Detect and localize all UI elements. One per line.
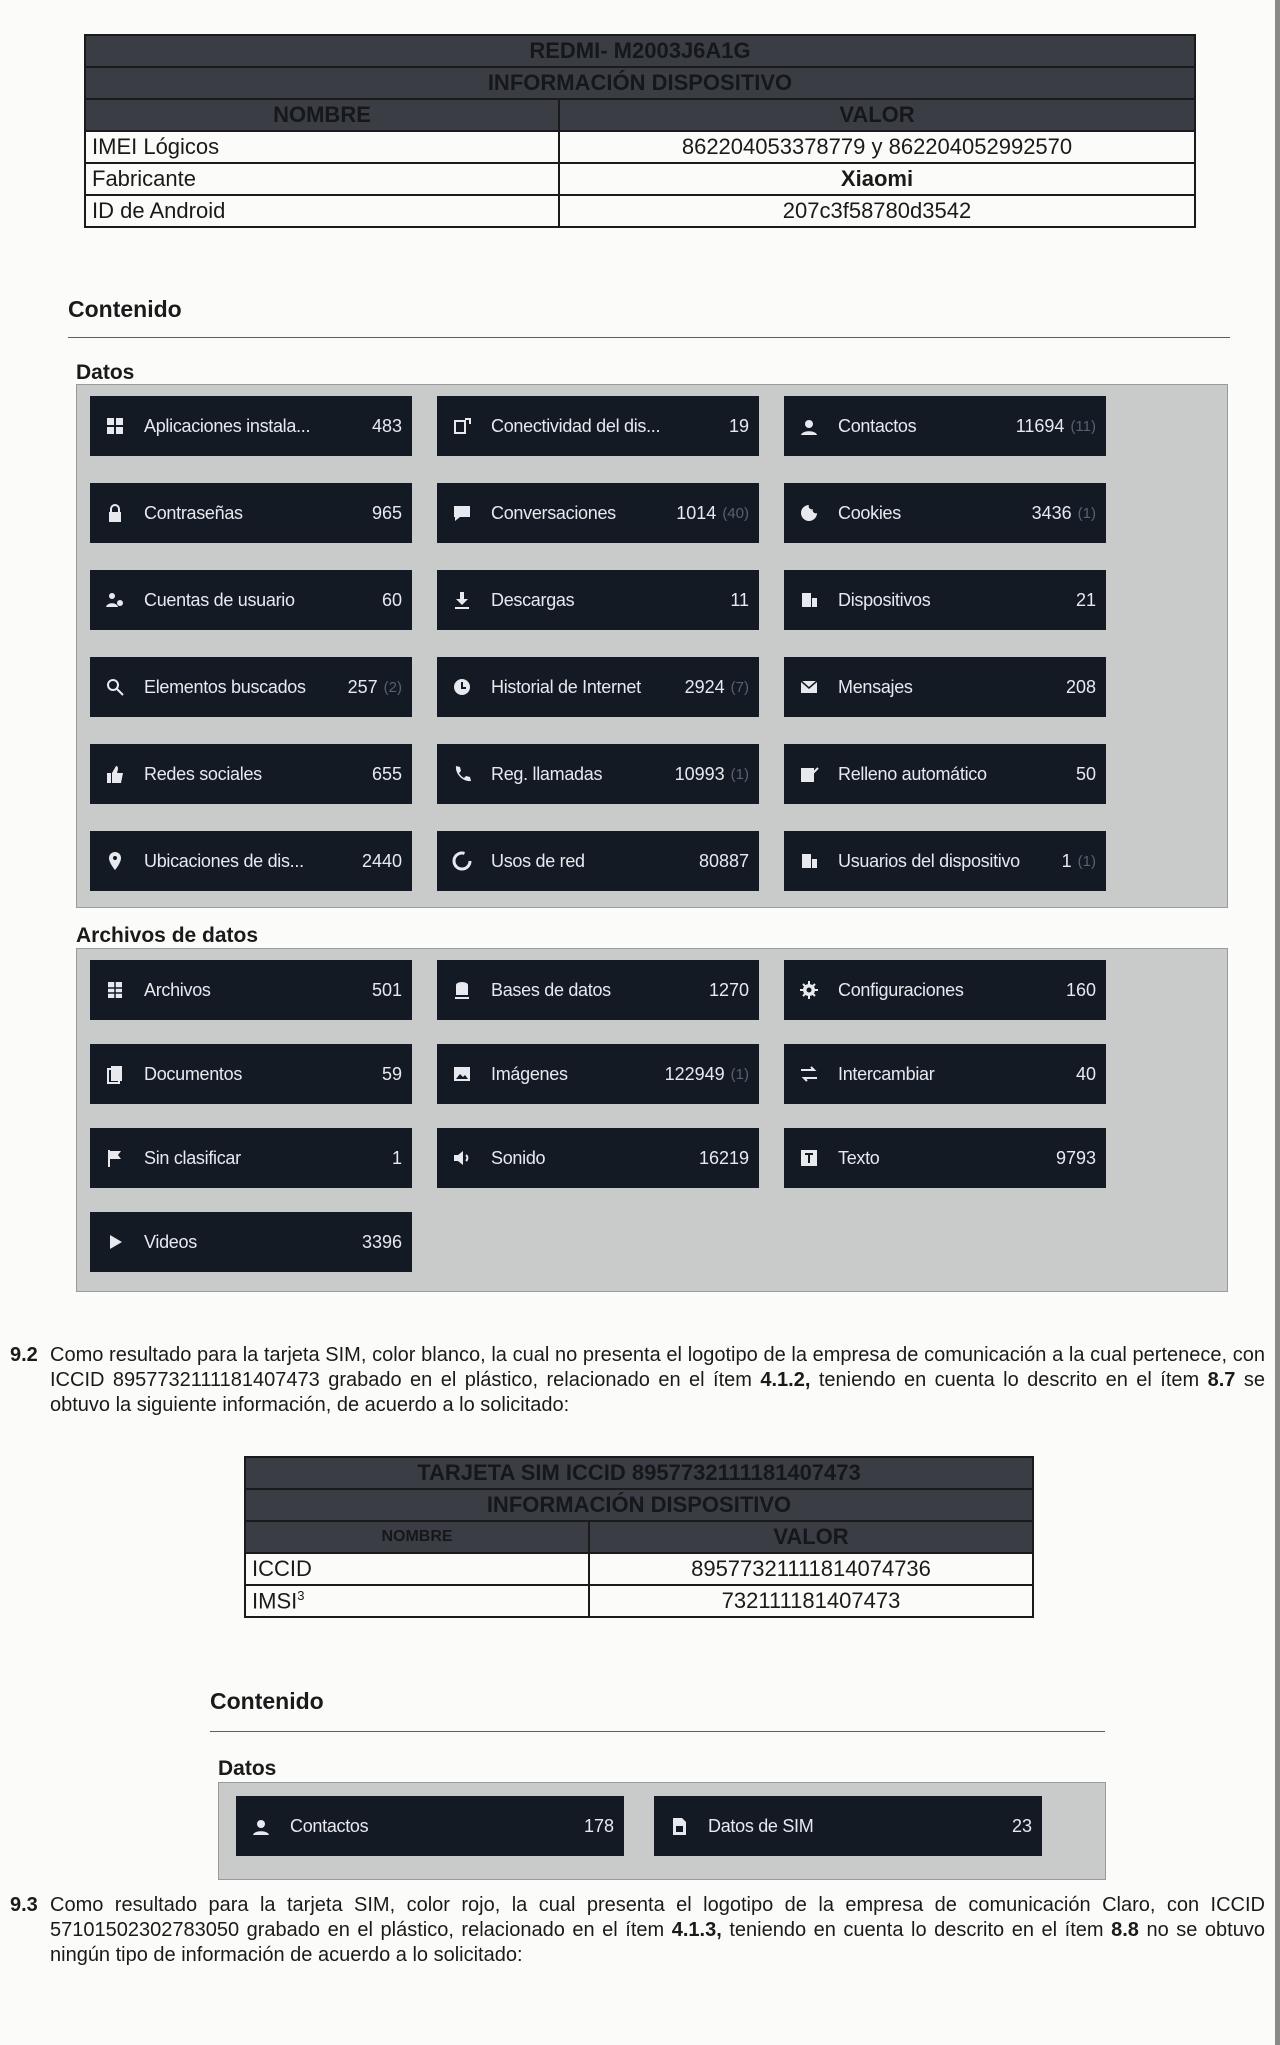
table-row — [245, 1553, 1033, 1585]
speaker-icon — [451, 1147, 473, 1169]
data-category-tile[interactable] — [784, 570, 1106, 630]
device-table-col-value: VALOR — [559, 99, 1195, 131]
data-category-tile[interactable] — [90, 570, 412, 630]
paragraph-text: Como resultado para la tarjeta SIM, color blanco, la cual no presenta el logotipo de la empresa de comunicación a la cual pertenece, con ICCID 8957732111181407473 grabado en el plástico, relacionado en el ítem — [50, 1344, 1265, 1391]
tile-label: Aplicaciones instala... — [144, 415, 311, 436]
paragraph-text: no se obtuvo ningún tipo de información de acuerdo a lo solicitado: — [50, 1919, 1265, 1966]
archivos-heading: Archivos de datos — [76, 924, 259, 947]
data-category-tile[interactable] — [784, 831, 1106, 891]
tile-label: Contactos — [290, 1815, 369, 1836]
data-category-tile[interactable] — [784, 960, 1106, 1020]
tile-label: Bases de datos — [491, 979, 611, 1000]
data-category-tile[interactable] — [90, 483, 412, 543]
data-category-tile[interactable] — [90, 960, 412, 1020]
tile-label: Conversaciones — [491, 502, 616, 523]
paragraph-text: teniendo en cuenta lo descrito en el ítem — [810, 1369, 1208, 1391]
tile-extra-count: (2) — [383, 678, 402, 696]
table-row — [85, 131, 1195, 163]
row-name — [245, 1585, 589, 1617]
tile-count: 1 — [1061, 850, 1072, 871]
sim-info-table — [244, 1456, 1034, 1618]
data-category-tile[interactable] — [437, 1044, 759, 1104]
contact-icon — [798, 415, 820, 437]
paragraph-9-2 — [10, 1343, 1265, 1418]
connectivity-icon — [451, 415, 473, 437]
tile-count: 501 — [371, 979, 402, 1000]
download-icon — [451, 589, 473, 611]
tile-count: 9793 — [1055, 1147, 1096, 1168]
tile-extra-count: (7) — [730, 678, 749, 696]
tile-count: 19 — [728, 415, 749, 436]
tile-label: Texto — [838, 1147, 880, 1168]
data-category-tile[interactable] — [437, 744, 759, 804]
tile-count: 2440 — [361, 850, 402, 871]
row-value: 89577321111814074736 — [589, 1553, 1033, 1585]
chat-icon — [451, 502, 473, 524]
tile-label: Videos — [144, 1231, 197, 1252]
apps-icon — [104, 415, 126, 437]
table-row — [245, 1585, 1033, 1617]
tile-count: 59 — [381, 1063, 402, 1084]
item-ref: 8.7 — [1207, 1369, 1236, 1391]
user-accounts-icon — [104, 589, 126, 611]
search-icon — [104, 676, 126, 698]
data-category-tile[interactable] — [90, 831, 412, 891]
tile-label: Redes sociales — [144, 763, 262, 784]
tile-count: 178 — [583, 1815, 614, 1836]
data-category-tile[interactable] — [90, 1212, 412, 1272]
tile-count: 16219 — [698, 1147, 749, 1168]
row-value: 732111181407473 — [589, 1585, 1033, 1617]
sim-contenido-heading: Contenido — [210, 1688, 324, 1714]
tile-count: 1 — [391, 1147, 402, 1168]
tile-extra-count: (1) — [730, 765, 749, 783]
flag-icon — [104, 1147, 126, 1169]
data-category-tile[interactable] — [236, 1796, 624, 1856]
network-usage-icon — [451, 850, 473, 872]
device-users-icon — [798, 850, 820, 872]
data-category-tile[interactable] — [437, 570, 759, 630]
contact-icon — [250, 1815, 272, 1837]
tile-label: Relleno automático — [838, 763, 987, 784]
files-icon — [104, 979, 126, 1001]
table-row — [85, 163, 1195, 195]
autofill-icon — [798, 763, 820, 785]
tile-extra-count: (1) — [1077, 852, 1096, 870]
data-category-tile[interactable] — [437, 960, 759, 1020]
tile-label: Descargas — [491, 589, 575, 610]
sim-datos-heading: Datos — [218, 1757, 277, 1780]
tile-label: Archivos — [144, 979, 211, 1000]
data-category-tile[interactable] — [90, 744, 412, 804]
table-row — [85, 195, 1195, 227]
cookie-icon — [798, 502, 820, 524]
tile-label: Cuentas de usuario — [144, 589, 295, 610]
mail-icon — [798, 676, 820, 698]
paragraph-text: se obtuvo la siguiente información, de acuerdo a lo solicitado: — [50, 1369, 1265, 1416]
tile-label: Sin clasificar — [144, 1147, 241, 1168]
tile-count: 655 — [371, 763, 402, 784]
tile-count: 965 — [371, 502, 402, 523]
tile-count: 2924 — [684, 676, 725, 697]
device-table-subtitle: INFORMACIÓN DISPOSITIVO — [85, 67, 1195, 99]
datos-heading: Datos — [76, 361, 135, 384]
data-category-tile[interactable] — [437, 657, 759, 717]
location-pin-icon — [104, 850, 126, 872]
row-name: Fabricante — [85, 163, 559, 195]
tile-label: Usuarios del dispositivo — [838, 850, 1020, 871]
sim-table-col-value: VALOR — [589, 1521, 1033, 1553]
tile-count: 21 — [1075, 589, 1096, 610]
tile-label: Imágenes — [491, 1063, 568, 1084]
tile-extra-count: (11) — [1070, 417, 1096, 435]
tile-extra-count: (1) — [730, 1065, 749, 1083]
tile-count: 122949 — [664, 1063, 725, 1084]
footnote-marker: 3 — [297, 1587, 305, 1603]
item-ref: 4.1.3, — [671, 1919, 722, 1941]
tile-count: 1270 — [708, 979, 749, 1000]
datos-panel — [76, 384, 1228, 908]
tile-extra-count: (40) — [722, 504, 749, 522]
tile-label: Dispositivos — [838, 589, 931, 610]
history-icon — [451, 676, 473, 698]
tile-count: 11 — [730, 589, 749, 610]
data-category-tile[interactable] — [784, 1044, 1106, 1104]
row-name: ID de Android — [85, 195, 559, 227]
divider — [210, 1731, 1105, 1732]
tile-count: 208 — [1065, 676, 1096, 697]
database-icon — [451, 979, 473, 1001]
sim-table-subtitle: INFORMACIÓN DISPOSITIVO — [245, 1489, 1033, 1521]
tile-count: 483 — [371, 415, 402, 436]
data-category-tile[interactable] — [437, 396, 759, 456]
swap-icon — [798, 1063, 820, 1085]
paragraph-text: teniendo en cuenta lo descrito en el ítem — [721, 1919, 1112, 1941]
data-category-tile[interactable] — [437, 1128, 759, 1188]
tile-label: Configuraciones — [838, 979, 964, 1000]
tile-label: Usos de red — [491, 850, 585, 871]
tile-label: Contactos — [838, 415, 917, 436]
tile-count: 3396 — [361, 1231, 402, 1252]
data-category-tile[interactable] — [90, 1128, 412, 1188]
tile-count: 3436 — [1031, 502, 1072, 523]
data-category-tile[interactable] — [784, 483, 1106, 543]
page-edge — [1275, 0, 1280, 2045]
tile-label: Sonido — [491, 1147, 546, 1168]
paragraph-number: 9.2 — [10, 1344, 38, 1366]
tile-label: Mensajes — [838, 676, 913, 697]
tile-label: Historial de Internet — [491, 676, 641, 697]
divider — [68, 337, 1230, 338]
tile-label: Intercambiar — [838, 1063, 935, 1084]
tile-count: 80887 — [698, 850, 749, 871]
row-name: IMEI Lógicos — [85, 131, 559, 163]
tile-label: Datos de SIM — [708, 1815, 814, 1836]
gear-icon — [798, 979, 820, 1001]
tile-label: Reg. llamadas — [491, 763, 603, 784]
data-category-tile[interactable] — [90, 396, 412, 456]
device-info-table — [84, 34, 1196, 228]
tile-count: 11694 — [1015, 415, 1065, 436]
tile-label: Ubicaciones de dis... — [144, 850, 304, 871]
image-icon — [451, 1063, 473, 1085]
sim-table-col-name: NOMBRE — [245, 1521, 589, 1553]
data-category-tile[interactable] — [784, 657, 1106, 717]
row-value: 207c3f58780d3542 — [559, 195, 1195, 227]
contenido-heading: Contenido — [68, 296, 182, 322]
tile-label: Contraseñas — [144, 502, 243, 523]
text-icon — [798, 1147, 820, 1169]
tile-count: 257 — [347, 676, 378, 697]
tile-count: 160 — [1065, 979, 1096, 1000]
lock-icon — [104, 502, 126, 524]
devices-icon — [798, 589, 820, 611]
item-ref: 8.8 — [1111, 1919, 1139, 1941]
data-category-tile[interactable] — [654, 1796, 1042, 1856]
paragraph-text: Como resultado para la tarjeta SIM, color rojo, la cual presenta el logotipo de la empresa de comunicación Claro, con ICCID 57101502302783050 grabado en el plástico, relacionado en el ítem — [50, 1894, 1265, 1941]
phone-icon — [451, 763, 473, 785]
row-value: Xiaomi — [559, 163, 1195, 195]
data-category-tile[interactable] — [784, 396, 1106, 456]
tile-count: 1014 — [676, 502, 717, 523]
tile-count: 50 — [1075, 763, 1096, 784]
paragraph-9-3 — [10, 1893, 1265, 1968]
data-category-tile[interactable] — [90, 1044, 412, 1104]
sim-card-icon — [668, 1815, 690, 1837]
sim-table-title: TARJETA SIM ICCID 8957732111181407473 — [245, 1457, 1033, 1489]
device-table-col-name: NOMBRE — [85, 99, 559, 131]
row-value: 862204053378779 y 862204052992570 — [559, 131, 1195, 163]
tile-label: Elementos buscados — [144, 676, 306, 697]
data-category-tile[interactable] — [784, 1128, 1106, 1188]
tile-label: Documentos — [144, 1063, 243, 1084]
thumbs-up-icon — [104, 763, 126, 785]
row-name: ICCID — [245, 1553, 589, 1585]
item-ref: 4.1.2, — [760, 1369, 811, 1391]
data-category-tile[interactable] — [437, 483, 759, 543]
paragraph-number: 9.3 — [10, 1894, 38, 1916]
documents-icon — [104, 1063, 126, 1085]
tile-count: 60 — [381, 589, 402, 610]
tile-count: 40 — [1075, 1063, 1096, 1084]
play-icon — [104, 1231, 126, 1253]
tile-label: Cookies — [838, 502, 901, 523]
data-category-tile[interactable] — [437, 831, 759, 891]
tile-count: 23 — [1011, 1815, 1032, 1836]
data-category-tile[interactable] — [784, 744, 1106, 804]
data-category-tile[interactable] — [90, 657, 412, 717]
tile-label: Conectividad del dis... — [491, 415, 661, 436]
device-table-title: REDMI- M2003J6A1G — [85, 35, 1195, 67]
tile-extra-count: (1) — [1077, 504, 1096, 522]
row-name-text: IMSI — [252, 1588, 298, 1614]
tile-count: 10993 — [674, 763, 725, 784]
